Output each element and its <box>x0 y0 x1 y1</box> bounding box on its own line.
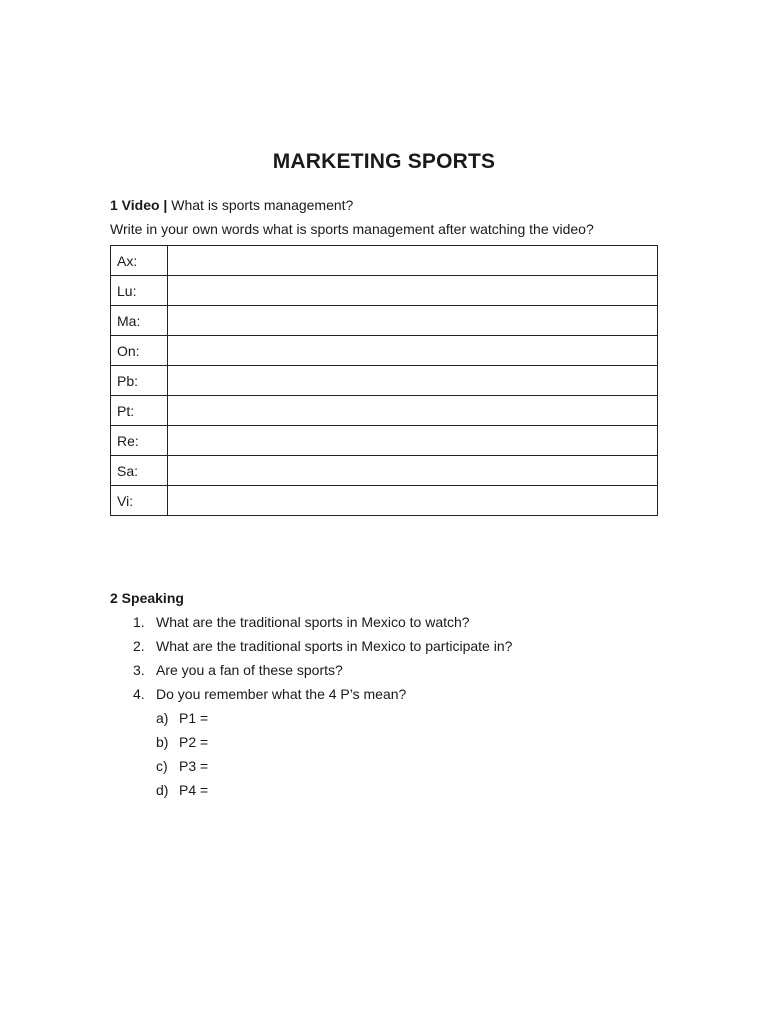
answer-cell[interactable] <box>168 486 658 516</box>
sublist-item <box>156 733 208 757</box>
list-item <box>110 661 512 685</box>
sublist-text: P3 = <box>179 758 209 774</box>
sublist-letter: c) <box>156 758 168 774</box>
table-row <box>111 426 658 456</box>
answer-cell[interactable] <box>168 336 658 366</box>
table-row <box>111 306 658 336</box>
list-item <box>110 685 512 798</box>
answers-table <box>110 245 658 516</box>
answer-cell[interactable] <box>168 306 658 336</box>
row-label: Sa: <box>111 456 168 486</box>
sublist-text: P4 = <box>179 782 209 798</box>
table-row <box>111 456 658 486</box>
table-row <box>111 246 658 276</box>
row-label: Vi: <box>111 486 168 516</box>
answer-cell[interactable] <box>168 456 658 486</box>
answer-cell[interactable] <box>168 366 658 396</box>
sublist-letter: a) <box>156 710 169 726</box>
speaking-questions-list <box>110 613 513 798</box>
section2-heading: 2 Speaking <box>110 590 184 606</box>
row-label: Pt: <box>111 396 168 426</box>
section1-heading <box>110 197 353 213</box>
row-label: Ax: <box>111 246 168 276</box>
question-text: Do you remember what the 4 P’s mean? <box>156 686 407 702</box>
row-label: Re: <box>111 426 168 456</box>
section1-heading-text: What is sports management? <box>171 197 354 213</box>
sublist-item <box>156 781 208 805</box>
question-text: What are the traditional sports in Mexico to participate in? <box>156 638 513 654</box>
sublist-text: P1 = <box>179 710 209 726</box>
table-row <box>111 396 658 426</box>
answer-cell[interactable] <box>168 276 658 306</box>
row-label: Ma: <box>111 306 168 336</box>
table-row <box>111 486 658 516</box>
row-label: Pb: <box>111 366 168 396</box>
section1-instruction: Write in your own words what is sports management after watching the video? <box>110 221 594 237</box>
list-number: 1. <box>133 614 145 630</box>
sublist-text: P2 = <box>179 734 209 750</box>
list-item <box>110 613 512 637</box>
row-label: Lu: <box>111 276 168 306</box>
answer-cell[interactable] <box>168 426 658 456</box>
question-text: Are you a fan of these sports? <box>156 662 343 678</box>
section1-heading-bold: 1 Video | <box>110 197 168 213</box>
list-number: 4. <box>133 686 145 702</box>
question-text: What are the traditional sports in Mexico to watch? <box>156 614 470 630</box>
sublist-letter: d) <box>156 782 169 798</box>
sublist-letter: b) <box>156 734 169 750</box>
row-label: On: <box>111 336 168 366</box>
sublist-item <box>156 757 208 781</box>
four-ps-sublist <box>156 709 208 805</box>
list-number: 2. <box>133 638 145 654</box>
table-row <box>111 276 658 306</box>
answer-cell[interactable] <box>168 246 658 276</box>
list-item <box>110 637 512 661</box>
table-row <box>111 366 658 396</box>
list-number: 3. <box>133 662 145 678</box>
sublist-item <box>156 709 208 733</box>
answer-cell[interactable] <box>168 396 658 426</box>
table-row <box>111 336 658 366</box>
page-title: MARKETING SPORTS <box>272 150 496 173</box>
